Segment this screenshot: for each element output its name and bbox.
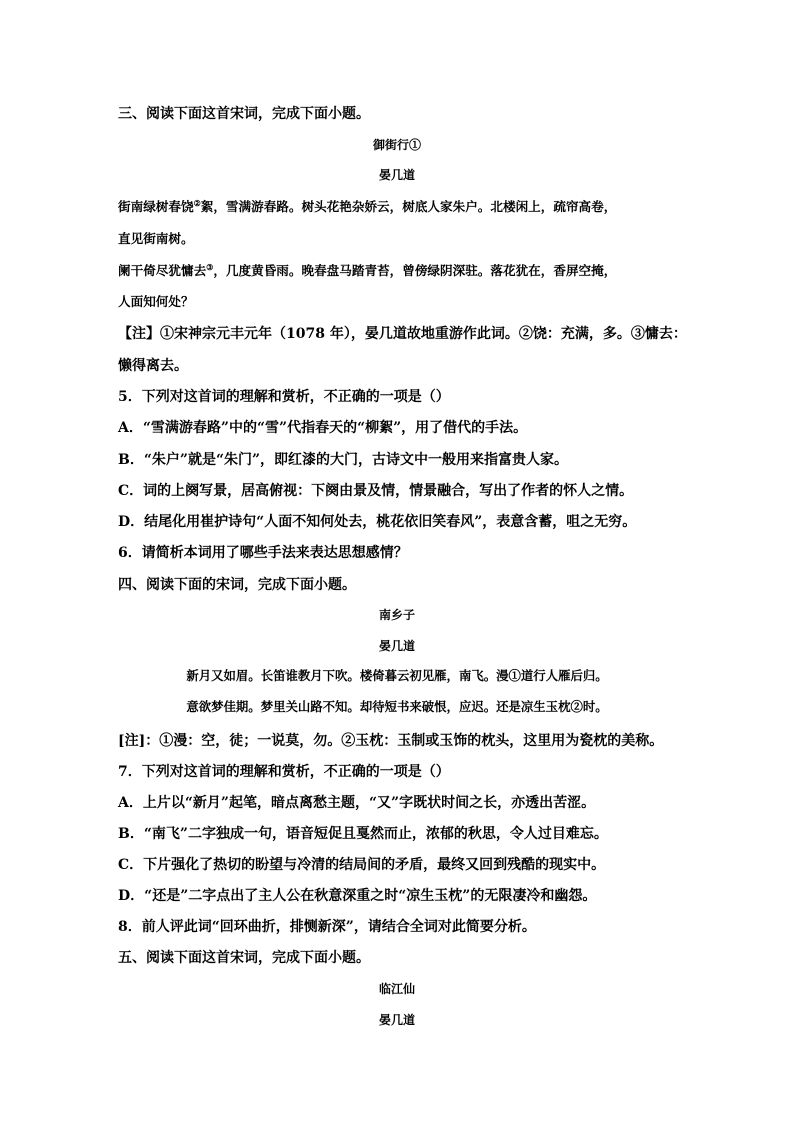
poem-line: 街南绿树春饶②絮，雪满游春路。树头花艳杂娇云，树底人家朱户。北楼闲上，疏帘高卷，	[118, 197, 617, 214]
option-d: D．“还是”二字点出了主人公在秋意深重之时“凉生玉枕”的无限凄冷和幽怨。	[118, 888, 597, 904]
poem-title-linjiangxian: 临江仙	[378, 982, 415, 996]
poem-title-yujiexing: 御街行①	[372, 138, 421, 152]
option-a: A．“雪满游春路”中的“雪”代指春天的“柳絮”，用了借代的手法。	[118, 420, 528, 436]
poem-author: 晏几道	[378, 639, 415, 653]
option-c: C．词的上阕写景，居高俯视：下阕由景及情，情景融合，写出了作者的怀人之情。	[118, 483, 634, 499]
option-b: B．“朱户”就是“朱门”，即红漆的大门，古诗文中一般用来指富贵人家。	[118, 452, 569, 468]
question-6: 6．请简析本词用了哪些手法来表达思想感情？	[118, 545, 408, 561]
option-a: A．上片以“新月”起笔，暗点离愁主题，“又”字既状时间之长，亦透出苦涩。	[118, 795, 596, 811]
section-5-heading: 五、阅读下面这首宋词，完成下面小题。	[118, 950, 370, 966]
poem-line: 意欲梦佳期。梦里关山路不知。却待短书来破恨，应迟。还是凉生玉枕②时。	[186, 699, 608, 714]
poem-title-nanxiangzi: 南乡子	[378, 608, 415, 622]
footnote-marker: ②	[193, 197, 201, 208]
poem-line: 人面知何处？	[118, 294, 194, 309]
question-8: 8．前人评此词“回环曲折，排恻新深”，请结合全词对此简要分析。	[118, 919, 536, 935]
poem-author: 晏几道	[378, 1013, 415, 1027]
poem-note: 懒得离去。	[118, 358, 188, 374]
poem-note: 【注】①宋神宗元丰元年（1078 年），晏几道故地重游作此词。②饶：充满，多。③慵去：	[118, 326, 687, 342]
poem-line: 直见街南树。	[118, 231, 194, 246]
option-b: B．“南飞”二字独成一句，语音短促且戛然而止，浓郁的秋思，令人过目难忘。	[118, 826, 608, 842]
poem-line: 阑干倚尽犹慵去③，几度黄昏雨。晚春盘马踏青苔，曾傍绿阴深驻。落花犹在，香屏空掩，	[118, 261, 617, 278]
poem-note: [注]：①漫：空，徒；一说莫，勿。②玉枕：玉制或玉饰的枕头，这里用为瓷枕的美称。	[118, 733, 664, 749]
footnote-marker: ③	[206, 261, 214, 272]
question-5: 5．下列对这首词的理解和赏析，不正确的一项是（）	[118, 389, 450, 405]
poem-line: 新月又如眉。长笛谁教月下吹。楼倚暮云初见雁，南飞。漫①道行人雁后归。	[186, 668, 608, 683]
section-3-heading: 三、阅读下面这首宋词，完成下面小题。	[118, 106, 370, 122]
option-c: C．下片强化了热切的盼望与冷清的结局间的矛盾，最终又回到残酷的现实中。	[118, 857, 606, 873]
question-7: 7．下列对这首词的理解和赏析，不正确的一项是（）	[118, 764, 450, 780]
option-d: D．结尾化用崔护诗句“人面不知何处去，桃花依旧笑春风”，表意含蓄，咀之无穷。	[118, 514, 637, 530]
section-4-heading: 四、阅读下面的宋词，完成下面小题。	[118, 577, 356, 593]
poem-author: 晏几道	[378, 168, 415, 182]
